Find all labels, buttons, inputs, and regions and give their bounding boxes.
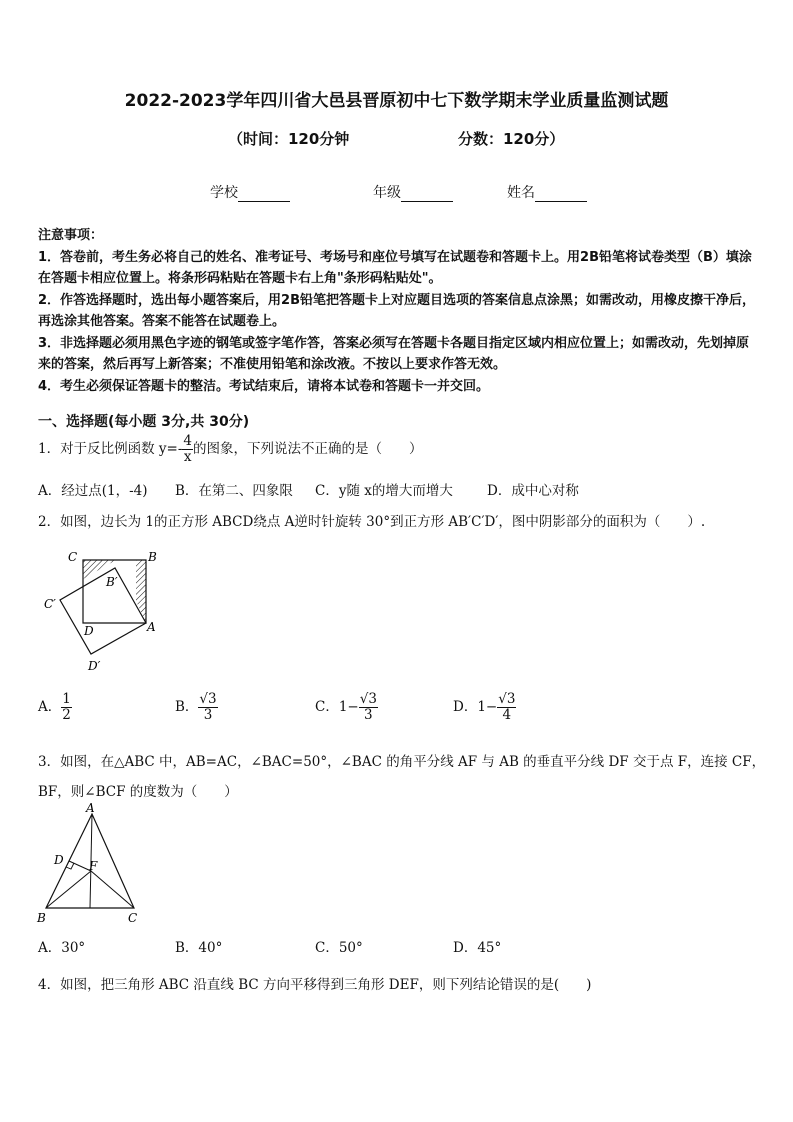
q2-a-num: 1 xyxy=(62,691,71,707)
q3-option-c: C．50° xyxy=(315,940,363,956)
question-3-line-2: BF，则∠BCF 的度数为（ ） xyxy=(38,784,238,800)
q3-label-b: B xyxy=(37,911,46,925)
q2-a-fraction xyxy=(61,692,72,723)
q3-figure xyxy=(36,800,146,928)
q3-line-bf xyxy=(46,871,91,908)
note-item: 4．考生必须保证答题卡的整洁。考试结束后，请将本试卷和答题卡一并交回。 xyxy=(38,378,490,394)
q2-square-rotated xyxy=(60,568,146,654)
q2-label-bp: B′ xyxy=(106,575,118,589)
q2-b-fraction xyxy=(198,692,217,723)
grade-blank xyxy=(401,187,453,202)
q1-option-d: D．成中心对称 xyxy=(487,483,579,499)
q2-a-label: A． xyxy=(38,699,62,715)
q3-option-a: A．30° xyxy=(38,940,86,956)
q2-option-d xyxy=(453,692,516,723)
section-heading: 一、选择题(每小题 3分,共 30分) xyxy=(38,414,250,430)
q1-frac-den: x xyxy=(183,449,192,465)
name-label: 姓名 xyxy=(507,185,535,201)
grade-field xyxy=(373,182,453,202)
q2-c-label: C．1− xyxy=(315,699,359,715)
q2-d-fraction xyxy=(497,692,516,723)
question-4: 4．如图，把三角形 ABC 沿直线 BC 方向平移得到三角形 DEF，则下列结论错误的是( ) xyxy=(38,977,592,993)
exam-time: （时间：120分钟 xyxy=(228,130,350,148)
q2-option-c xyxy=(315,692,378,723)
notes-heading: 注意事项： xyxy=(38,228,104,243)
note-item: 2．作答选择题时，选出每小题答案后，用2B铅笔把答题卡上对应题目选项的答案信息点涂黑；如需改动，用橡皮擦干净后，再选涂其他答案。答案不能答在试题卷上。 xyxy=(38,292,756,329)
exam-score: 分数：120分） xyxy=(458,130,565,148)
question-1 xyxy=(38,434,422,465)
name-field xyxy=(507,182,587,202)
q1-option-a: A．经过点(1，-4) xyxy=(38,483,148,499)
q3-option-d: D．45° xyxy=(453,940,502,956)
q3-option-b: B．40° xyxy=(175,940,223,956)
question-2: 2．如图，边长为 1的正方形 ABCD绕点 A逆时针旋转 30°到正方形 AB′C′D′，图中阴影部分的面积为（ ）. xyxy=(38,514,706,530)
q1-option-c: C．y随 x的增大而增大 xyxy=(315,483,453,499)
q2-option-a xyxy=(38,692,72,723)
page-title: 2022-2023学年四川省大邑县晋原初中七下数学期末学业质量监测试题 xyxy=(124,91,669,111)
q2-a-den: 2 xyxy=(62,707,71,723)
school-label: 学校 xyxy=(210,185,238,201)
q1-fraction xyxy=(182,434,193,465)
question-3-line-1: 3．如图，在△ABC 中，AB=AC，∠BAC=50°，∠BAC 的角平分线 AF 与 AB 的垂直平分线 DF 交于点 F，连接 CF， xyxy=(38,754,766,770)
q2-figure xyxy=(38,545,178,680)
school-field xyxy=(210,182,290,202)
note-item: 1．答卷前，考生务必将自己的姓名、准考证号、考场号和座位号填写在试题卷和答题卡上。用2B铅笔将试卷类型（B）填涂在答题卡相应位置上。将条形码粘贴在答题卡右上角"条形码粘贴处"。 xyxy=(38,249,752,286)
q1-frac-num: 4 xyxy=(183,433,192,449)
q2-b-num: √3 xyxy=(199,691,217,707)
q2-d-den: 4 xyxy=(502,707,512,723)
grade-label: 年级 xyxy=(373,185,401,201)
q2-c-num: √3 xyxy=(359,691,377,707)
q1-option-b: B．在第二、四象限 xyxy=(175,483,293,499)
q2-d-label: D．1− xyxy=(453,699,498,715)
q3-label-a: A xyxy=(86,801,95,815)
q3-label-f: F xyxy=(89,859,98,873)
q3-label-c: C xyxy=(128,911,138,925)
q2-label-b: B xyxy=(148,550,157,564)
q2-label-d: D xyxy=(84,624,94,638)
q2-label-cp: C′ xyxy=(44,597,56,611)
q2-c-den: 3 xyxy=(364,707,373,723)
q2-option-b xyxy=(175,692,218,723)
q3-label-d: D xyxy=(54,853,64,867)
q1-text-post: 的图象，下列说法不正确的是（ ） xyxy=(192,441,423,457)
school-blank xyxy=(238,187,290,202)
q2-b-label: B． xyxy=(175,699,199,715)
q2-label-a: A xyxy=(147,620,156,634)
q3-line-cf xyxy=(91,871,134,908)
q2-b-den: 3 xyxy=(203,707,213,723)
q2-d-num: √3 xyxy=(498,691,516,707)
name-blank xyxy=(535,187,587,202)
q2-label-c: C xyxy=(68,550,78,564)
q2-label-dp: D′ xyxy=(88,659,101,673)
q1-text-pre: 1．对于反比例函数 y=- xyxy=(38,441,183,457)
q2-c-fraction xyxy=(359,692,378,723)
note-item: 3．非选择题必须用黑色字迹的钢笔或签字笔作答，答案必须写在答题卡各题目指定区域内相应位置上；如需改动，先划掉原来的答案，然后再写上新答案；不准使用铅笔和涂改液。不按以上要求作答无效。 xyxy=(38,335,750,372)
notes-block xyxy=(38,225,760,397)
